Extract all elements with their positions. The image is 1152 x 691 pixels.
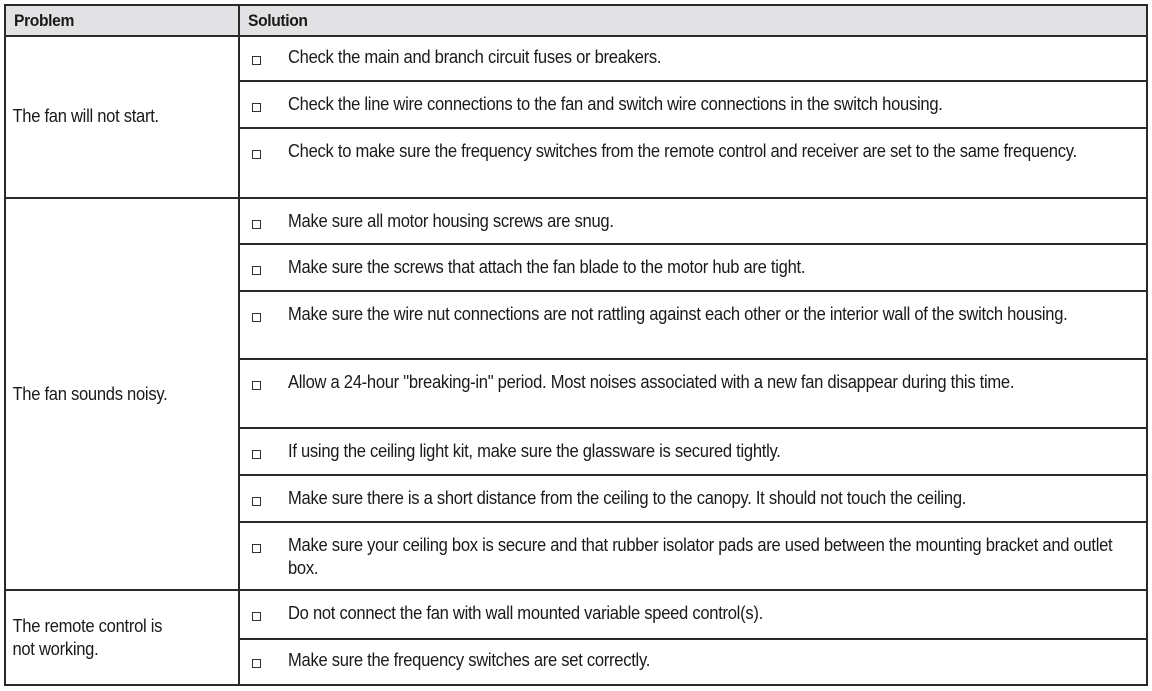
checkbox-square-icon xyxy=(252,659,261,668)
solution-row xyxy=(240,199,1146,245)
solution-row xyxy=(240,82,1146,129)
solution-text: Check the main and branch circuit fuses or breakers. xyxy=(288,47,662,67)
checkbox-square-icon xyxy=(252,220,261,229)
solution-text: Make sure there is a short distance from the ceiling to the canopy. It should not touch the ceiling. xyxy=(288,488,967,508)
solution-row xyxy=(240,476,1146,523)
solution-row xyxy=(240,35,1146,82)
checkbox-square-icon xyxy=(252,612,261,621)
problem-text: The fan will not start. xyxy=(12,105,159,126)
solution-row xyxy=(240,129,1146,197)
problem-cell xyxy=(6,35,238,197)
solution-text: If using the ceiling light kit, make sure the glassware is secured tightly. xyxy=(288,441,781,461)
troubleshooting-table xyxy=(4,4,1148,686)
solution-text: Do not connect the fan with wall mounted variable speed control(s). xyxy=(288,603,763,623)
checkbox-square-icon xyxy=(252,497,261,506)
checkbox-square-icon xyxy=(252,150,261,159)
solution-row xyxy=(240,292,1146,360)
table-header xyxy=(6,6,1146,37)
checkbox-square-icon xyxy=(252,450,261,459)
header-solution: Solution xyxy=(248,11,308,30)
problem-group-fan-noisy xyxy=(6,199,1146,591)
checkbox-square-icon xyxy=(252,266,261,275)
checkbox-square-icon xyxy=(252,544,261,553)
solution-row xyxy=(240,360,1146,429)
solution-text: Make sure the screws that attach the fan blade to the motor hub are tight. xyxy=(288,257,806,277)
checkbox-square-icon xyxy=(252,381,261,390)
problem-cell xyxy=(6,199,238,589)
problem-text: The remote control is not working. xyxy=(12,615,163,659)
solution-row xyxy=(240,245,1146,292)
checkbox-square-icon xyxy=(252,103,261,112)
solution-text: Allow a 24-hour "breaking-in" period. Most noises associated with a new fan disappear during this time. xyxy=(288,372,1015,392)
checkbox-square-icon xyxy=(252,313,261,322)
solution-row xyxy=(240,640,1146,684)
checkbox-square-icon xyxy=(252,56,261,65)
problem-text: The fan sounds noisy. xyxy=(12,383,168,404)
solution-row xyxy=(240,429,1146,476)
solution-row xyxy=(240,591,1146,640)
solution-text: Make sure all motor housing screws are snug. xyxy=(288,211,614,231)
solutions-cell xyxy=(240,199,1146,589)
header-problem: Problem xyxy=(14,11,75,30)
solution-text: Check the line wire connections to the fan and switch wire connections in the switch housing. xyxy=(288,94,943,114)
solution-text: Make sure the frequency switches are set correctly. xyxy=(288,650,651,670)
problem-cell xyxy=(6,591,238,684)
solution-text: Check to make sure the frequency switches from the remote control and receiver are set to the same frequency. xyxy=(288,141,1077,161)
solution-text: Make sure your ceiling box is secure and that rubber isolator pads are used between the mounting bracket and outlet box. xyxy=(288,535,1113,578)
solutions-cell xyxy=(240,591,1146,684)
solutions-cell xyxy=(240,35,1146,197)
problem-group-fan-not-start xyxy=(6,35,1146,199)
problem-group-remote-not-working xyxy=(6,591,1146,684)
solution-row xyxy=(240,523,1146,591)
solution-text: Make sure the wire nut connections are not rattling against each other or the interior wall of the switch housing. xyxy=(288,304,1068,324)
